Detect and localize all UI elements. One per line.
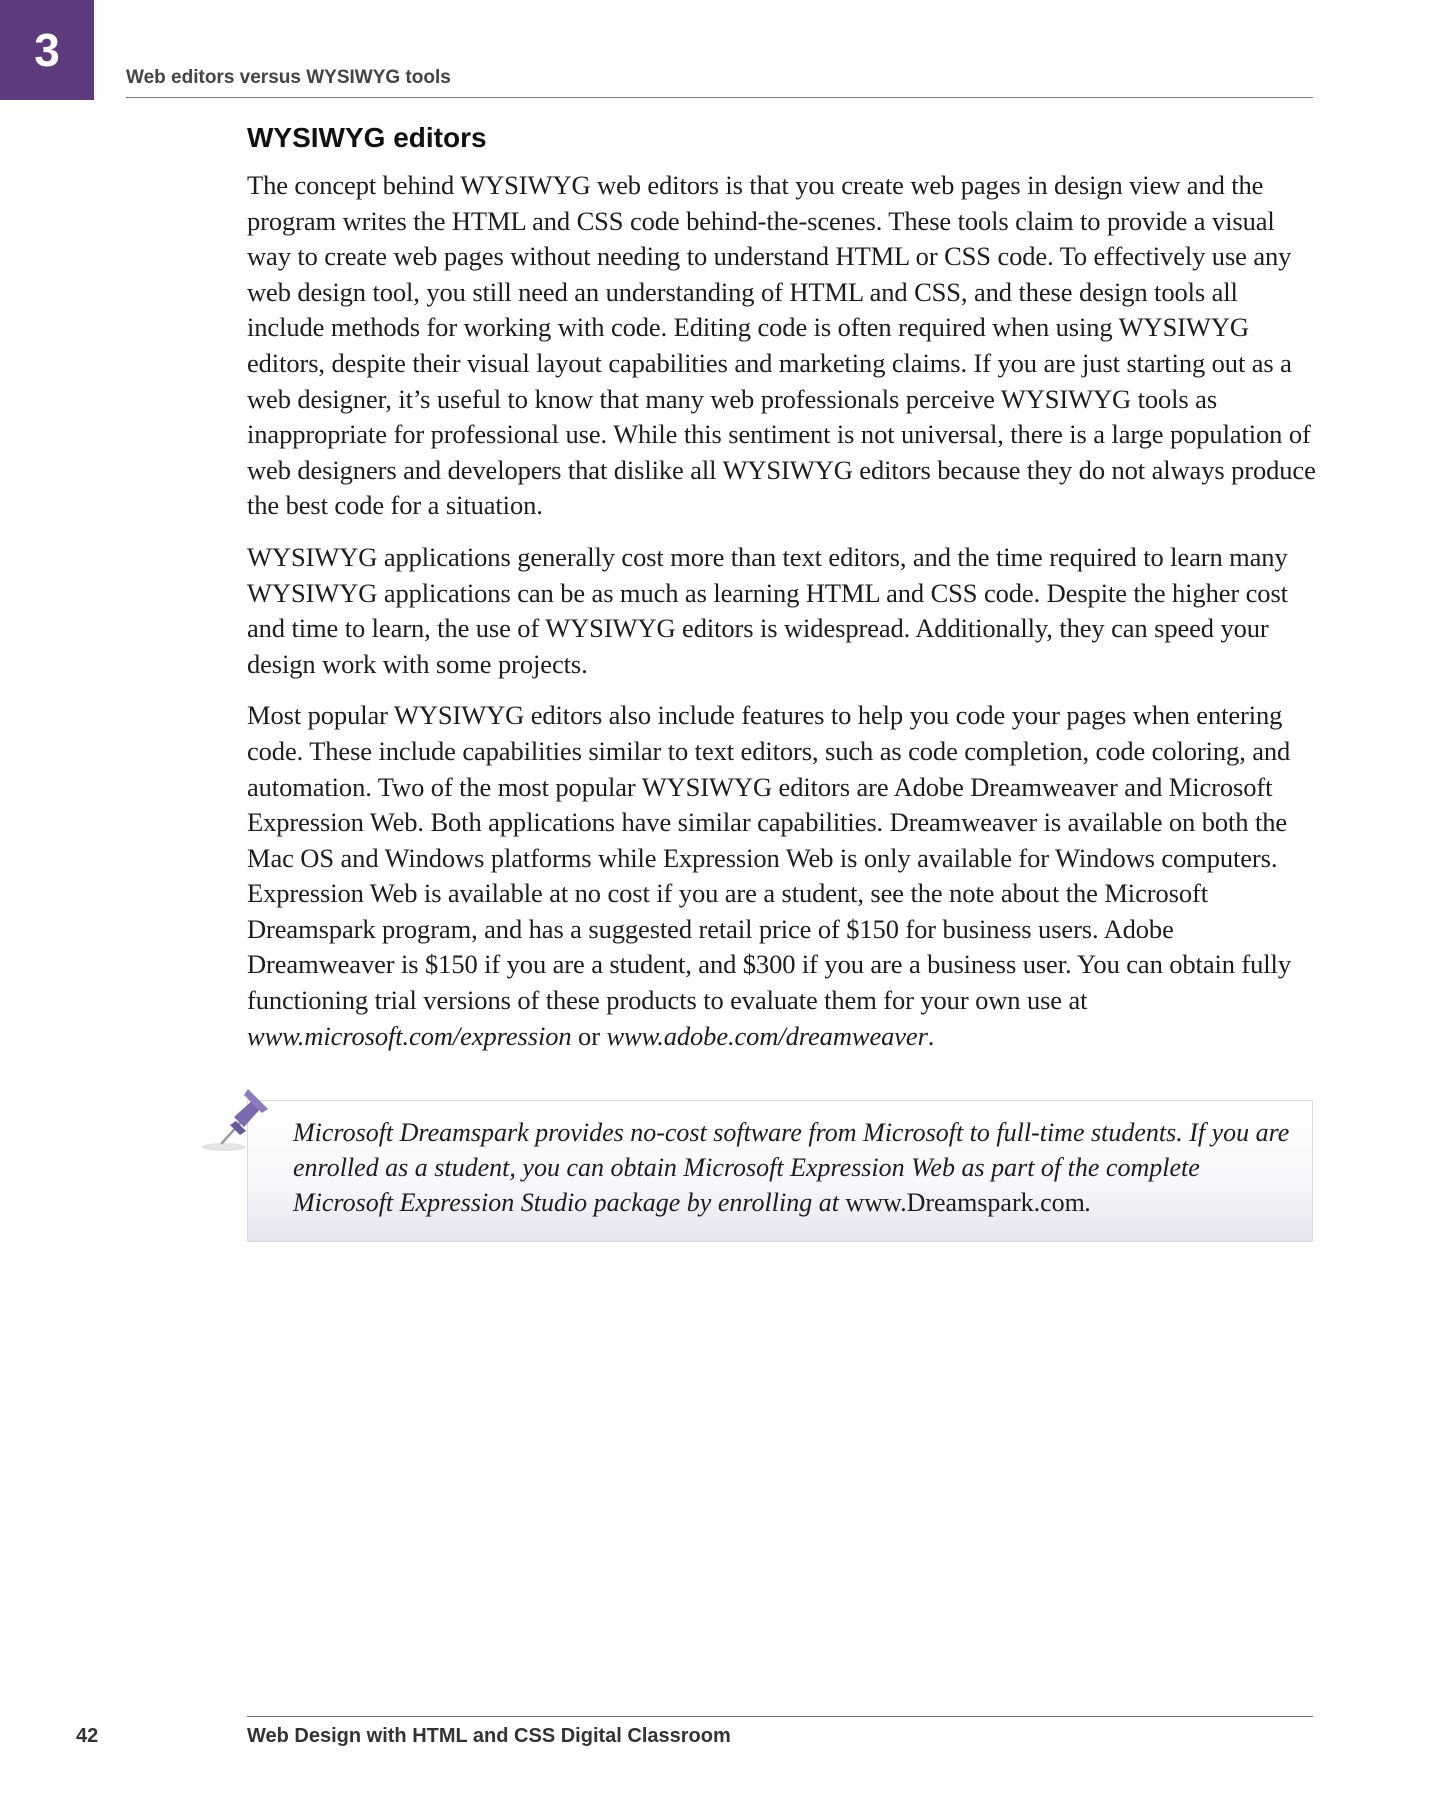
chapter-number: 3: [34, 24, 60, 76]
dreamspark-link[interactable]: www.Dreamspark.com: [845, 1188, 1085, 1217]
paragraph-1: The concept behind WYSIWYG web editors is that you create web pages in design view and the program writes the HTML and CSS code behind-the-scenes. These tools claim to provide a visual way to create web pages without needing to understand HTML or CSS code. To effectively use any web design tool, you still need an understanding of HTML and CSS, and these design tools all include methods for working with code. Editing code is often required when using WYSIWYG editors, despite their visual layout capabilities and marketing claims. If you are just starting out as a web designer, it’s useful to know that many web professionals perceive WYSIWYG tools as inappropriate for professional use. While this sentiment is not universal, there is a large population of web designers and developers that dislike all WYSIWYG editors because they do not always produce the best code for a situation.: [247, 170, 1316, 521]
paragraph-3-connector: or: [571, 1020, 607, 1051]
running-head: Web editors versus WYSIWYG tools: [126, 67, 451, 88]
page-number: 42: [76, 1725, 99, 1747]
paragraph-3: [247, 698, 1317, 1054]
adobe-dreamweaver-link[interactable]: www.adobe.com/dreamweaver: [606, 1020, 928, 1051]
pushpin-icon: [196, 1077, 286, 1157]
microsoft-expression-link[interactable]: www.microsoft.com/expression: [247, 1020, 572, 1051]
note-box: [247, 1100, 1313, 1242]
footer-divider: [247, 1716, 1313, 1717]
chapter-number-tab: [0, 0, 94, 100]
header-divider: [126, 97, 1313, 98]
paragraph-2: WYSIWYG applications generally cost more than text editors, and the time required to learn many WYSIWYG applications can be as much as learning HTML and CSS code. Despite the higher cost and time to learn, the use of WYSIWYG editors is widespread. Additionally, they can speed your design work with some projects.: [247, 541, 1288, 679]
book-title: Web Design with HTML and CSS Digital Classroom: [247, 1725, 731, 1747]
main-content: [247, 118, 1317, 1070]
note-end: .: [1084, 1188, 1092, 1217]
section-title: WYSIWYG editors: [247, 122, 487, 153]
paragraph-3-text: Most popular WYSIWYG editors also include features to help you code your pages when entering code. These include capabilities similar to text editors, such as code completion, code coloring, and automation. Two of the most popular WYSIWYG editors are Adobe Dreamweaver and Microsoft Expression Web. Both applications have similar capabilities. Dreamweaver is available on both the Mac OS and Windows platforms while Expression Web is only available for Windows computers. Expression Web is available at no cost if you are a student, see the note about the Microsoft Dreamspark program, and has a suggested retail price of $150 for business users. Adobe Dreamweaver is $150 if you are a student, and $300 if you are a business user. You can obtain fully functioning trial versions of these products to evaluate them for your own use at: [247, 700, 1291, 1016]
note-body: Microsoft Dreamspark provides no-cost software from Microsoft to full-time students. If you are enrolled as a student, you can obtain Microsoft Expression Web as part of the complete Microsoft Expression Studio package by enrolling at: [293, 1118, 1290, 1217]
note-text: [293, 1115, 1293, 1220]
paragraph-3-end: .: [927, 1020, 935, 1051]
